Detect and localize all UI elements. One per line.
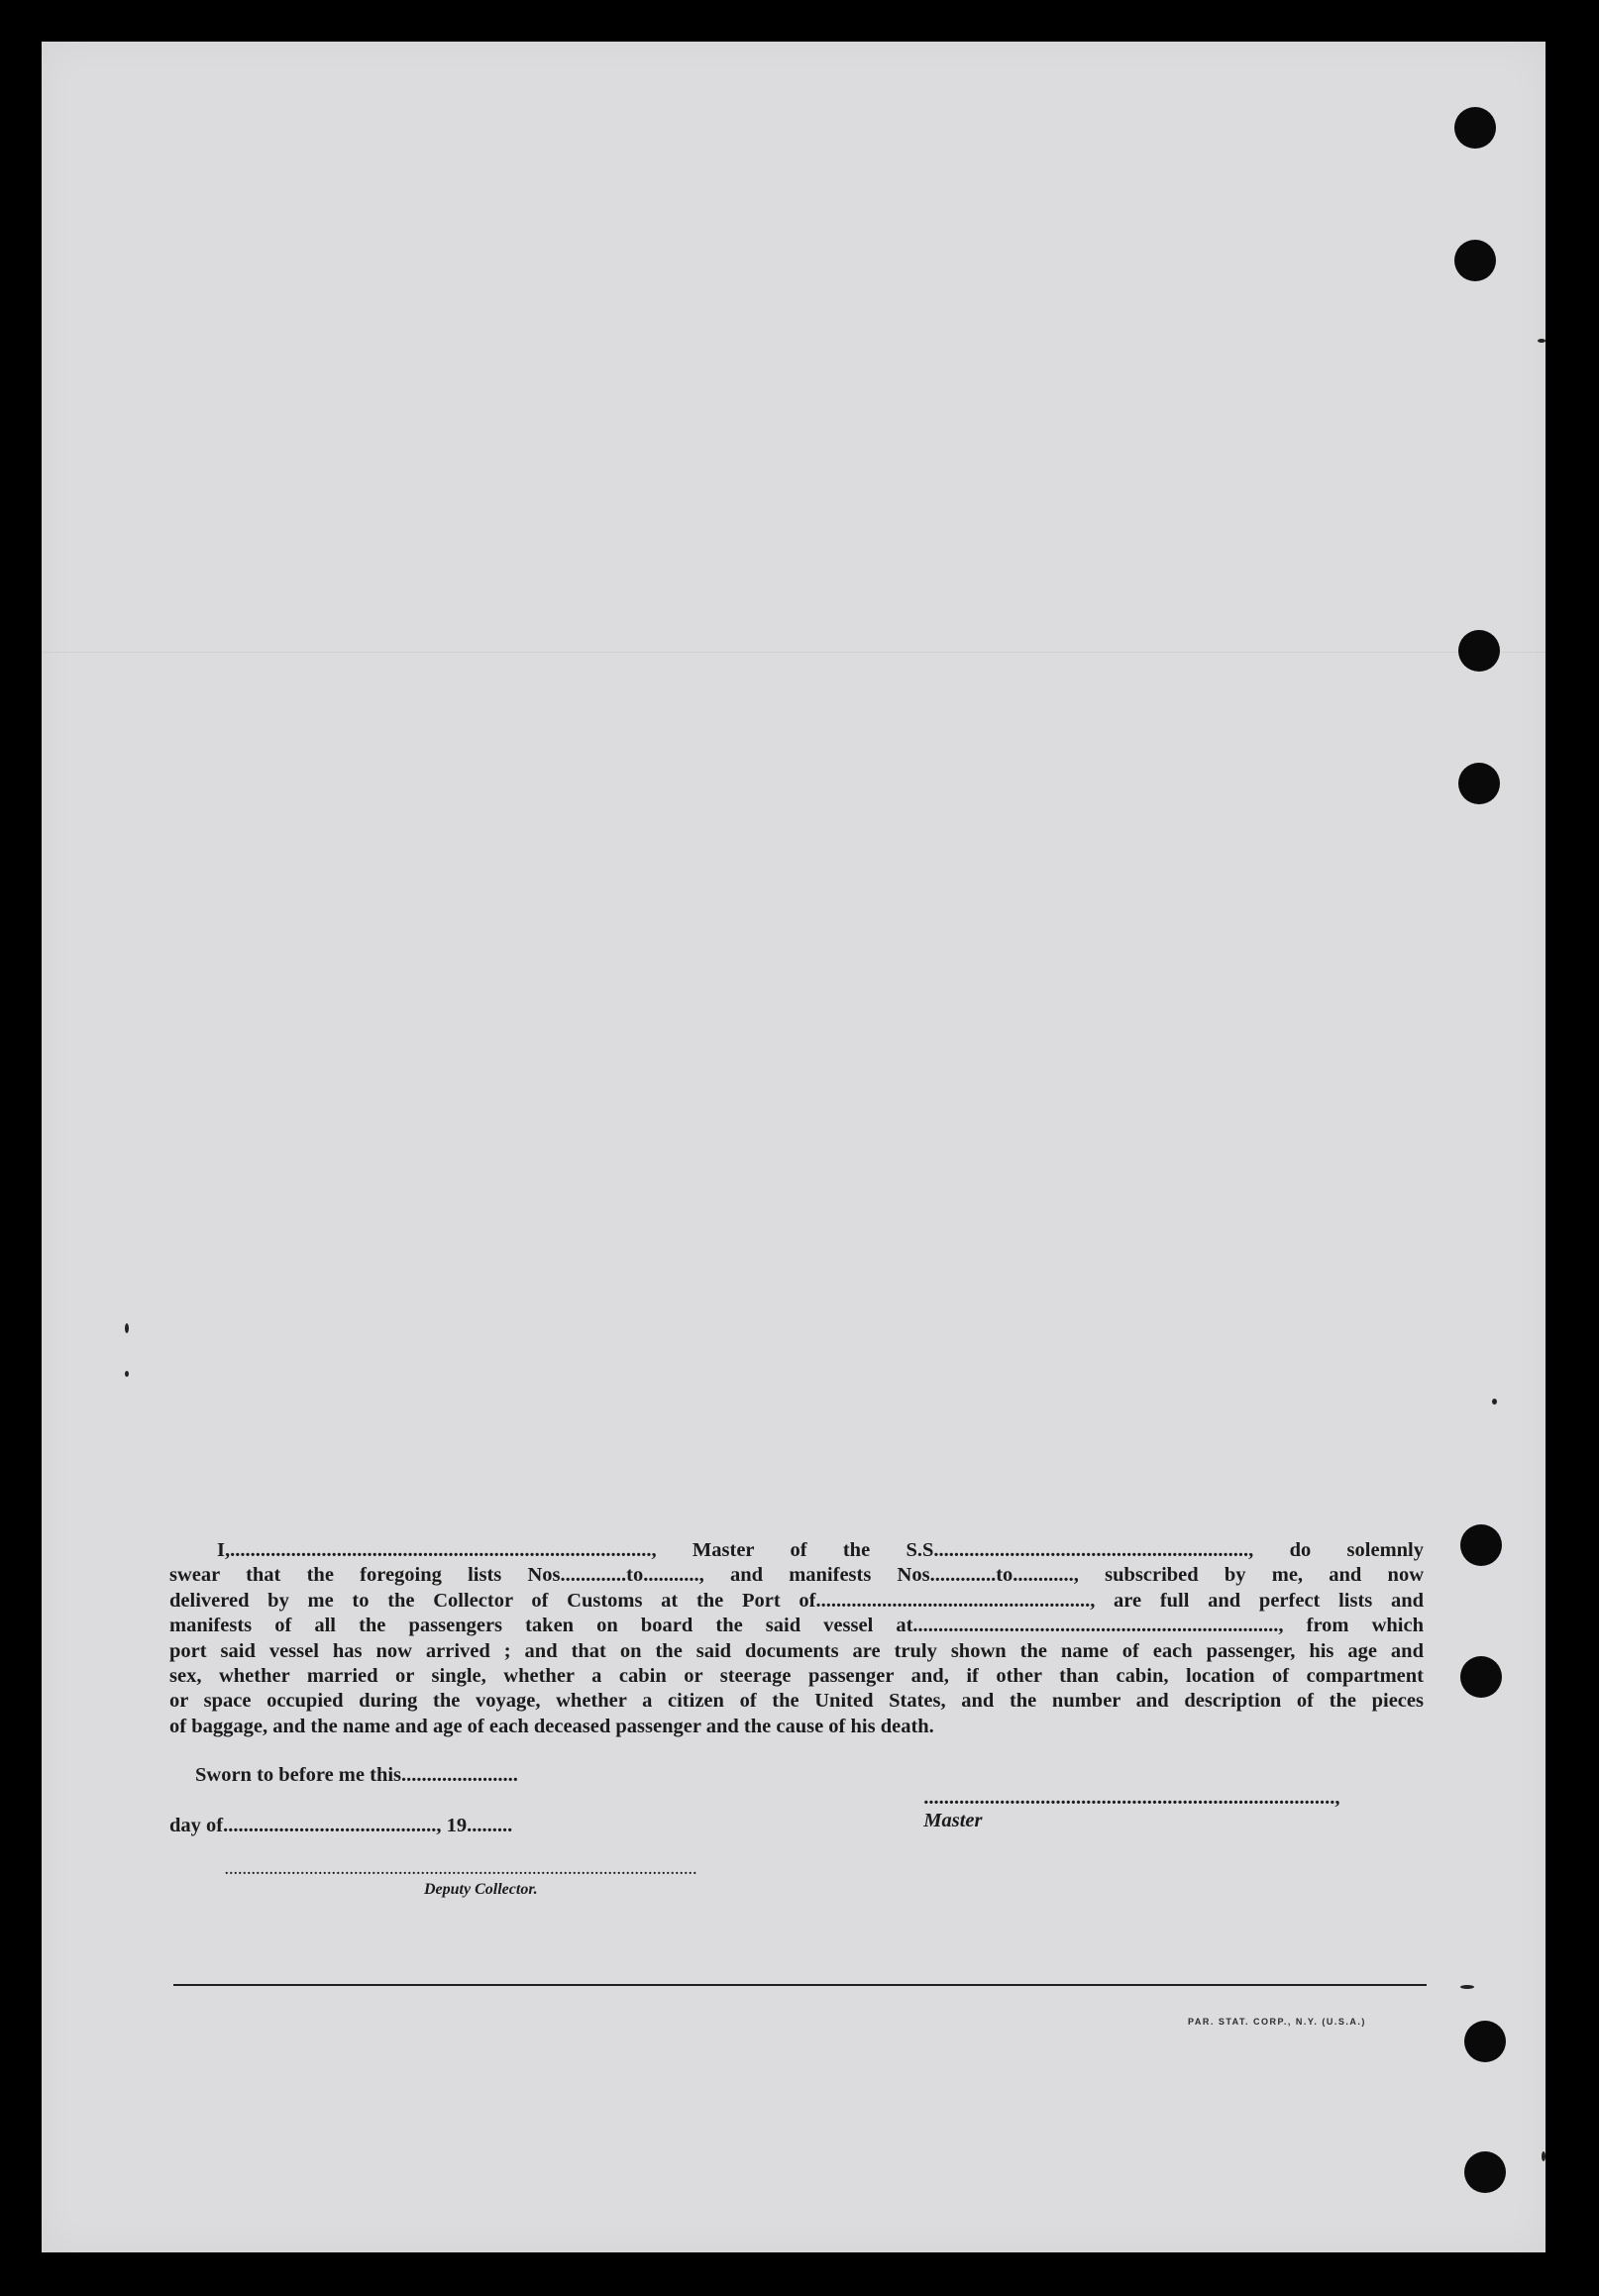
punch-hole [1458,763,1500,804]
master-oath-paragraph [169,1538,1424,1739]
punch-hole [1460,1656,1502,1698]
speck [125,1323,129,1333]
oath-line: sex, whether married or single, whether a cabin or steerage passenger and, if other than cabin, location of compartment [169,1665,1424,1688]
punch-hole [1460,1524,1502,1566]
fold-line [42,652,1546,653]
punch-hole [1458,630,1500,672]
oath-line: delivered by me to the Collector of Customs at the Port of......................................................, are full and perfect lists and [169,1589,1424,1612]
punch-hole [1454,240,1496,281]
oath-line: swear that the foregoing lists Nos.............to..........., and manifests Nos.............to............, subscribed by me, and now [169,1564,1424,1587]
day-of-line: day of.........................................., 19......... [169,1815,513,1836]
punch-hole [1464,2021,1506,2062]
bottom-rule [173,1984,1427,1986]
printer-imprint: PAR. STAT. CORP., N.Y. (U.S.A.) [1188,2017,1366,2027]
speck [1460,1985,1474,1989]
oath-line: manifests of all the passengers taken on board the said vessel at........................................................................, from which [169,1615,1424,1637]
punch-hole [1464,2151,1506,2193]
master-signature-dots: ................................................................................., [923,1787,1340,1809]
master-label: Master [923,1810,983,1831]
speck [125,1371,129,1377]
oath-line: or space occupied during the voyage, whether a citizen of the United States, and the number and description of the pieces [169,1690,1424,1713]
sworn-line: Sworn to before me this....................... [195,1764,518,1786]
speck [1492,1399,1497,1405]
oath-line: of baggage, and the name and age of each deceased passenger and the cause of his death. [169,1715,934,1737]
deputy-signature-dots: .......................................................................................................... [225,1863,697,1878]
oath-line: port said vessel has now arrived ; and that on the said documents are truly shown the name of each passenger, his age and [169,1639,1424,1662]
punch-hole [1454,107,1496,149]
oath-line: I,..................................................................................., Master of the S.S.............................................................., do solemnly [217,1539,1424,1561]
speck [1538,339,1546,343]
form-page [42,42,1546,2252]
speck [1542,2151,1546,2161]
deputy-collector-label: Deputy Collector. [424,1881,538,1898]
master-signature-line [913,1764,1340,1832]
